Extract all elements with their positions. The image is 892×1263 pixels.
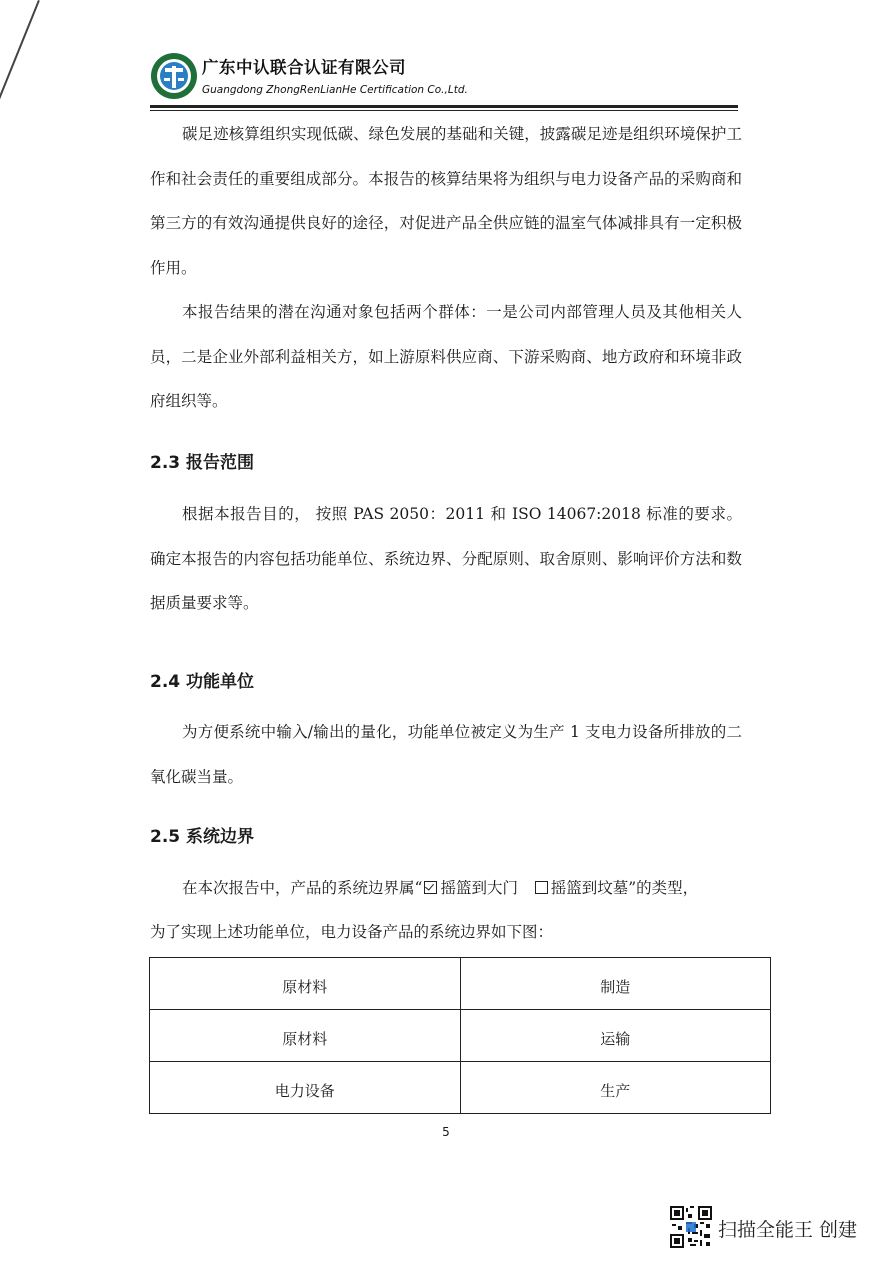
checked-box-icon — [424, 881, 437, 894]
option-cradle-to-gate: 摇篮到大门 — [440, 879, 518, 897]
scanner-watermark: 扫描全能王 创建 — [718, 1219, 858, 1241]
table-cell: 运输 — [460, 1010, 771, 1062]
certification-logo-icon — [150, 52, 198, 100]
paragraph-audience: 本报告结果的潜在沟通对象包括两个群体：一是公司内部管理人员及其他相关人员，二是企业外部利益相关方，如上游原料供应商、下游采购商、地方政府和环境非政府组织等。 — [150, 303, 742, 410]
header-rule-thin — [150, 110, 738, 111]
paragraph-boundary-intro: 为了实现上述功能单位，电力设备产品的系统边界如下图： — [150, 923, 554, 941]
company-name-cn: 广东中认联合认证有限公司 — [202, 58, 406, 77]
boundary-text-after: ”的类型， — [628, 879, 699, 897]
table-row — [150, 958, 771, 1010]
table-row — [150, 1062, 771, 1114]
company-name-en: Guangdong ZhongRenLianHe Certification Co.,Ltd. — [202, 84, 468, 96]
table-cell: 原材料 — [150, 958, 461, 1010]
page-header — [150, 48, 738, 112]
system-boundary-table — [149, 957, 771, 1114]
paragraph-system-boundary — [150, 866, 742, 911]
table-cell: 原材料 — [150, 1010, 461, 1062]
option-cradle-to-grave: 摇篮到坟墓 — [550, 879, 629, 897]
heading-report-scope: 2.3 报告范围 — [150, 453, 255, 473]
qr-code-icon — [670, 1206, 712, 1248]
table-cell: 生产 — [460, 1062, 771, 1114]
scan-artifact-line — [0, 0, 40, 149]
heading-functional-unit: 2.4 功能单位 — [150, 672, 255, 692]
page-number: 5 — [442, 1125, 450, 1139]
table-cell: 电力设备 — [150, 1062, 461, 1114]
paragraph-functional-unit: 为方便系统中输入/输出的量化，功能单位被定义为生产 1 支电力设备所排放的二氧化碳当量。 — [150, 723, 742, 786]
header-rule — [150, 105, 738, 108]
paragraph-carbon-footprint: 碳足迹核算组织实现低碳、绿色发展的基础和关键，披露碳足迹是组织环境保护工作和社会责任的重要组成部分。本报告的核算结果将为组织与电力设备产品的采购商和第三方的有效沟通提供良好的途径，对促进产品全供应链的温室气体减排具有一定积极作用。 — [150, 125, 742, 277]
table-cell: 制造 — [460, 958, 771, 1010]
heading-system-boundary: 2.5 系统边界 — [150, 827, 255, 847]
empty-box-icon — [535, 881, 548, 894]
table-row — [150, 1010, 771, 1062]
paragraph-report-scope: 根据本报告目的， 按照 PAS 2050：2011 和 ISO 14067:2018 标准的要求。确定本报告的内容包括功能单位、系统边界、分配原则、取舍原则、影响评价方法和数据质量要求等。 — [150, 505, 742, 612]
boundary-text-before: 在本次报告中，产品的系统边界属“ — [182, 879, 423, 897]
